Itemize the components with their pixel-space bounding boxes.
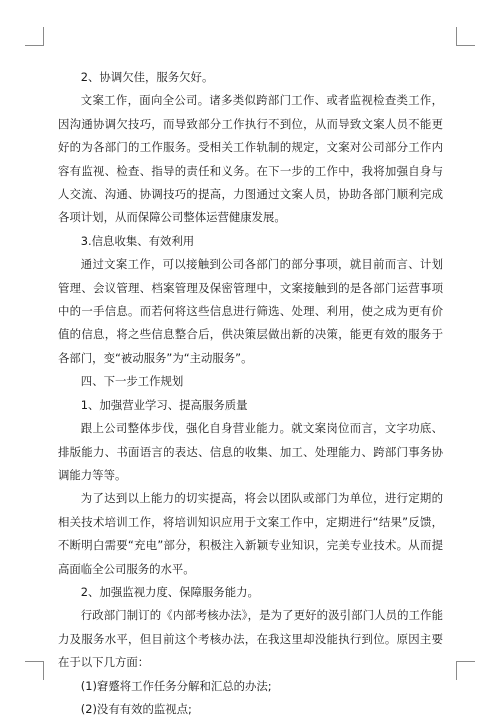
- heading-information: 3.信息收集、有效利用: [80, 233, 195, 248]
- heading-next-plan: 四、下一步工作规划: [80, 374, 184, 389]
- paragraph-study-2: 为了达到以上能力的切实提高，将会以团队或部门为单位，进行定期的相关技术培训工作，将培训知识应用于文案工作中，定期进行“结果”反馈，不断明白需要“充电”部分，积极注入新颖专业知识，完美专业技术。从而提高面临全公司服务的水平。: [58, 491, 443, 576]
- heading-coordination: 2、协调欠佳，服务欠好。: [80, 70, 214, 84]
- list-item-1: (1)窘蹙将工作任务分解和汇总的办法;: [80, 678, 272, 693]
- crop-mark-bottom-left: [25, 661, 44, 680]
- crop-mark-top-left: [25, 27, 44, 46]
- crop-mark-bottom-right: [456, 661, 475, 680]
- paragraph-supervision: 行政部门制订的《内部考核办法》，是为了更好的汲引部门人员的工作能力及服务水平，但目前这个考核办法，在我这里却没能执行到位。原因主要在于以下几方面：: [58, 608, 443, 670]
- crop-mark-top-right: [456, 27, 475, 46]
- list-item-2: (2)没有有效的监视点;: [80, 701, 192, 716]
- paragraph-study-1: 跟上公司整体步伐，强化自身营业能力。就文案岗位而言，文字功底、排版能力、书面语言的表达、信息的收集、加工、处理能力、跨部门事务协调能力等等。: [58, 421, 443, 482]
- paragraph-information: 通过文案工作，可以接触到公司各部门的部分事项，就目前而言、计划管理、会议管理、档案管理及保密管理中，文案接触到的是各部门运营事项中的一手信息。而若何将这些信息进行筛选、处理、利用，使之成为更有价值的信息，将之些信息整合后，供决策层做出新的决策，能更有效的服务于各部门，变“被动服务”为“主动服务”。: [58, 257, 443, 365]
- heading-supervision: 2、加强监视力度、保障服务能力。: [80, 584, 259, 599]
- heading-study: 1、加强营业学习、提高服务质量: [80, 397, 248, 412]
- document-body: [58, 66, 443, 721]
- paragraph-coordination: 文案工作，面向全公司。诸多类似跨部门工作、或者监视检查类工作，因沟通协调欠技巧，而导致部分工作执行不到位，从而导致文案人员不能更好的为各部门的工作服务。受相关工作轨制的规定，文案对公司部分工作内容有监视、检查、指导的责任和义务。在下一步的工作中，我将加强自身与人交流、沟通、协调技巧的提高，力图通过文案人员，协助各部门顺利完成各项计划，从而保障公司整体运营健康发展。: [58, 93, 443, 225]
